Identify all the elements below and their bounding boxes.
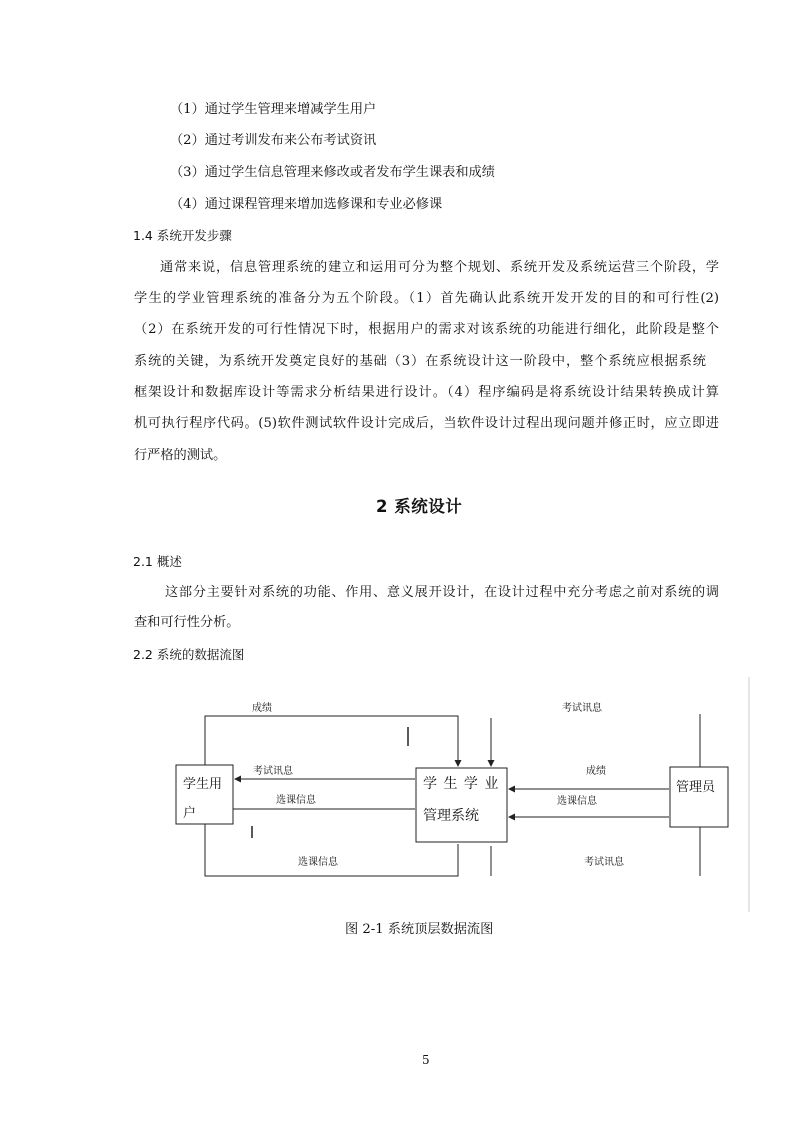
paragraph-line: 这部分主要针对系统的功能、作用、意义展开设计，在设计过程中充分考虑之前对系统的调: [165, 585, 719, 600]
paragraph-line: 框架设计和数据库设计等需求分析结果进行设计。（4）程序编码是将系统设计结果转换成计算: [134, 385, 719, 400]
list-item-1: （1）通过学生管理来增减学生用户: [170, 102, 377, 117]
paragraph-line: 查和可行性分析。: [134, 615, 240, 630]
flow-grades-top: [205, 716, 458, 766]
paragraph-line: 行严格的测试。: [134, 448, 227, 463]
paragraph-line: 系统的关键，为系统开发奠定良好的基础（3）在系统设计这一阶段中，整个系统应根据系统: [134, 354, 706, 369]
flow-label: 考试讯息: [253, 766, 293, 777]
flow-label: 选课信息: [276, 795, 316, 806]
page-number: 5: [422, 1053, 430, 1067]
list-item-2: （2）通过考训发布来公布考试资讯: [170, 133, 377, 148]
student-user-label-2: 户: [183, 806, 197, 821]
flow-label: 选课信息: [557, 796, 597, 807]
figure-caption: 图 2-1 系统顶层数据流图: [345, 922, 494, 937]
flow-label: 选课信息: [298, 857, 338, 868]
admin-entity-box: [670, 767, 728, 827]
flow-label: 成绩: [586, 766, 606, 777]
flow-label: 考试讯息: [562, 703, 602, 714]
flow-label: 成绩: [252, 703, 272, 714]
system-label-2: 管理系统: [423, 808, 479, 824]
list-item-4: （4）通过课程管理来增加选修课和专业必修课: [170, 197, 443, 212]
list-item-3: （3）通过学生信息管理来修改或者发布学生课表和成绩: [170, 165, 495, 180]
paragraph-line: （2）在系统开发的可行性情况下时，根据用户的需求对该系统的功能进行细化，此阶段是整个: [134, 322, 719, 337]
system-label-1: 学 生 学 业: [423, 776, 500, 792]
student-user-label: 学生用: [183, 777, 223, 792]
section-2-2-heading: 2.2 系统的数据流图: [133, 647, 245, 662]
chapter-heading: 2 系统设计: [376, 497, 463, 516]
flow-label: 考试讯息: [584, 857, 624, 868]
section-1-4-heading: 1.4 系统开发步骤: [133, 228, 232, 243]
admin-label: 管理员: [676, 780, 716, 795]
paragraph-line: 机可执行程序代码。(5)软件测试软件设计完成后，当软件设计过程出现问题并修正时，应立即进: [134, 416, 719, 431]
paragraph-line: 学生的学业管理系统的准备分为五个阶段。（1）首先确认此系统开发开发的目的和可行性(2): [134, 291, 719, 306]
paragraph-line: 通常来说，信息管理系统的建立和运用可分为整个规划、系统开发及系统运营三个阶段，学: [160, 260, 719, 275]
section-2-1-heading: 2.1 概述: [133, 554, 182, 569]
